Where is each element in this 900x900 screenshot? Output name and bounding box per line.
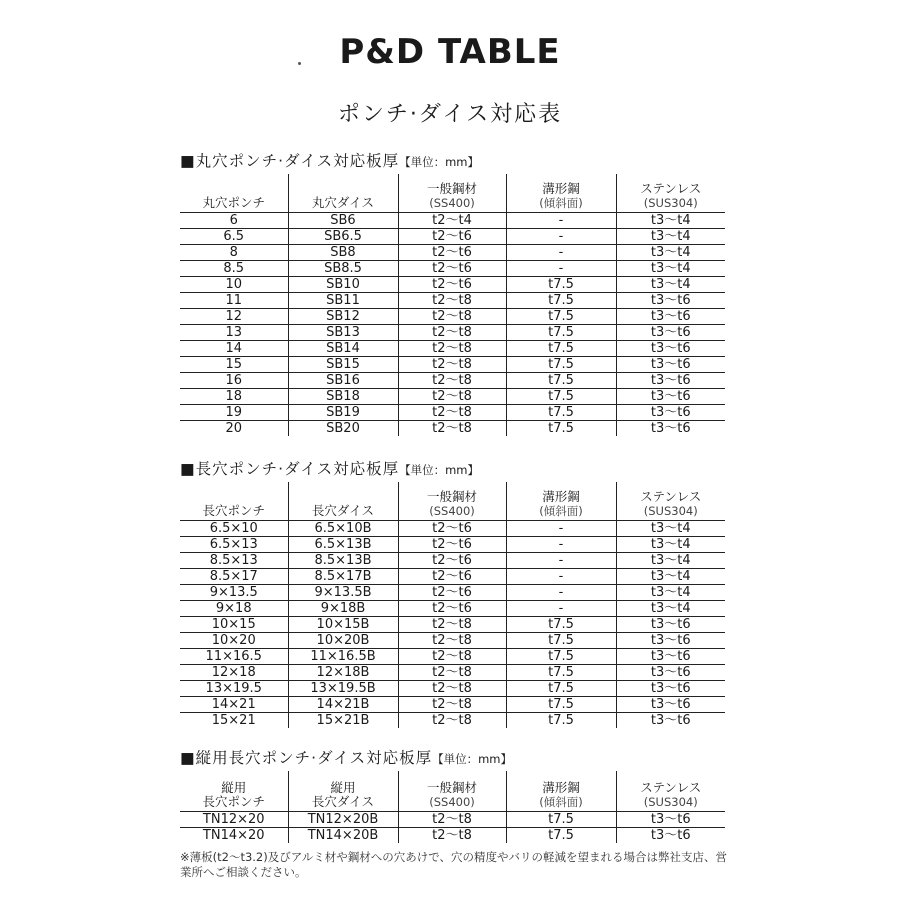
table-cell: - bbox=[506, 520, 616, 536]
column-header-line: (傾斜面) bbox=[539, 195, 583, 210]
table-row bbox=[180, 276, 725, 292]
table-cell: t2～t6 bbox=[398, 552, 506, 568]
table-row bbox=[180, 632, 725, 648]
table-cell: t3～t6 bbox=[616, 696, 725, 712]
table-cell: SB6 bbox=[288, 212, 398, 228]
table-cell: t2～t6 bbox=[398, 228, 506, 244]
table-cell: t2～t6 bbox=[398, 568, 506, 584]
table-cell: t3～t4 bbox=[616, 276, 725, 292]
table-cell: - bbox=[506, 244, 616, 260]
table-cell: t7.5 bbox=[506, 292, 616, 308]
table-cell: t3～t6 bbox=[616, 388, 725, 404]
table-cell: 9×18 bbox=[215, 600, 252, 616]
table-cell: t2～t6 bbox=[398, 584, 506, 600]
table-row bbox=[180, 552, 725, 568]
table-cell: t7.5 bbox=[506, 827, 616, 843]
table-cell: t3～t6 bbox=[616, 372, 725, 388]
table-cell: 15 bbox=[225, 356, 243, 372]
column-header-line: (SUS304) bbox=[643, 503, 698, 518]
table-cell: t3～t6 bbox=[616, 712, 725, 728]
section-heading bbox=[180, 456, 725, 482]
table-row bbox=[180, 292, 725, 308]
column-header bbox=[398, 174, 506, 212]
table-cell: t3～t6 bbox=[616, 680, 725, 696]
table-cell: - bbox=[506, 536, 616, 552]
column-header bbox=[506, 482, 616, 520]
table-cell: SB18 bbox=[288, 388, 398, 404]
table-cell: t2～t8 bbox=[398, 308, 506, 324]
column-header-line: 長穴ポンチ bbox=[202, 502, 265, 518]
table-cell: SB15 bbox=[288, 356, 398, 372]
table-cell: 9×18B bbox=[288, 600, 398, 616]
table-cell: t2～t8 bbox=[398, 340, 506, 356]
table-cell: t3～t4 bbox=[616, 260, 725, 276]
table-cell: t2～t8 bbox=[398, 648, 506, 664]
section-heading-text: ■丸穴ポンチ·ダイス対応板厚 bbox=[180, 152, 400, 170]
table-cell: 19 bbox=[225, 404, 243, 420]
table-cell: t2～t6 bbox=[398, 244, 506, 260]
table-row bbox=[180, 811, 725, 827]
table-cell: SB19 bbox=[288, 404, 398, 420]
column-header bbox=[616, 771, 725, 811]
table-cell: t3～t4 bbox=[616, 244, 725, 260]
table-cell: 8.5×13B bbox=[288, 552, 398, 568]
table-cell: - bbox=[506, 228, 616, 244]
long-hole-section bbox=[180, 456, 725, 728]
table-cell: SB8.5 bbox=[288, 260, 398, 276]
table-cell: 6.5×10 bbox=[209, 520, 258, 536]
table-cell: t3～t4 bbox=[616, 212, 725, 228]
column-header-line: (SUS304) bbox=[643, 195, 698, 210]
section-heading-text: ■長穴ポンチ·ダイス対応板厚 bbox=[180, 460, 400, 478]
table-cell: t2～t8 bbox=[398, 712, 506, 728]
section-heading-text: ■縦用長穴ポンチ·ダイス対応板厚 bbox=[180, 749, 433, 767]
column-header bbox=[288, 174, 398, 212]
table-row bbox=[180, 356, 725, 372]
table-cell: SB11 bbox=[288, 292, 398, 308]
table-cell: t3～t4 bbox=[616, 520, 725, 536]
table-cell: 18 bbox=[225, 388, 243, 404]
column-header bbox=[506, 174, 616, 212]
table-row bbox=[180, 648, 725, 664]
spec-table bbox=[180, 771, 725, 843]
table-cell: t2～t4 bbox=[398, 212, 506, 228]
table-cell: t2～t8 bbox=[398, 324, 506, 340]
table-row bbox=[180, 420, 725, 436]
column-header bbox=[506, 771, 616, 811]
table-cell: 11 bbox=[225, 292, 243, 308]
table-cell: t7.5 bbox=[506, 276, 616, 292]
spec-table bbox=[180, 482, 725, 728]
table-cell: 16 bbox=[225, 372, 243, 388]
column-header-line: ステンレス bbox=[640, 488, 702, 504]
table-row bbox=[180, 536, 725, 552]
table-cell: t3～t6 bbox=[616, 292, 725, 308]
column-header-line: (SS400) bbox=[429, 195, 475, 210]
table-cell: t3～t6 bbox=[616, 420, 725, 436]
table-cell: t2～t8 bbox=[398, 664, 506, 680]
section-heading bbox=[180, 148, 725, 174]
table-cell: 9×13.5 bbox=[209, 584, 258, 600]
table-cell: 13×19.5B bbox=[288, 680, 398, 696]
column-header-line: 丸穴ダイス bbox=[311, 194, 375, 210]
table-cell: - bbox=[506, 600, 616, 616]
column-header-line: 長穴ダイス bbox=[311, 793, 375, 809]
table-cell: 11×16.5 bbox=[205, 648, 262, 664]
table-cell: 12×18 bbox=[211, 664, 256, 680]
table-cell: t3～t6 bbox=[616, 827, 725, 843]
table-row bbox=[180, 308, 725, 324]
table-row bbox=[180, 212, 725, 228]
table-cell: t7.5 bbox=[506, 696, 616, 712]
table-cell: SB8 bbox=[288, 244, 398, 260]
column-header-line: (傾斜面) bbox=[539, 503, 583, 518]
column-header-line: 丸穴ポンチ bbox=[202, 194, 265, 210]
table-cell: 10×15B bbox=[288, 616, 398, 632]
column-header bbox=[180, 174, 288, 212]
column-header-line: 縦用 bbox=[221, 779, 247, 795]
table-cell: SB14 bbox=[288, 340, 398, 356]
table-cell: t7.5 bbox=[506, 372, 616, 388]
table-cell: 14 bbox=[225, 340, 243, 356]
table-row bbox=[180, 324, 725, 340]
column-header-line: 溝形鋼 bbox=[542, 779, 580, 795]
table-cell: 8.5×13 bbox=[209, 552, 258, 568]
vertical-long-hole-section bbox=[180, 745, 725, 843]
column-header-line: 縦用 bbox=[330, 779, 356, 795]
table-cell: t2～t8 bbox=[398, 696, 506, 712]
speck bbox=[298, 62, 301, 65]
column-header-line: 溝形鋼 bbox=[542, 488, 580, 504]
table-cell: - bbox=[506, 568, 616, 584]
table-row bbox=[180, 568, 725, 584]
table-row bbox=[180, 228, 725, 244]
table-cell: 8.5 bbox=[223, 260, 245, 276]
round-hole-section bbox=[180, 148, 725, 436]
table-cell: t3～t6 bbox=[616, 356, 725, 372]
table-row bbox=[180, 520, 725, 536]
table-row bbox=[180, 600, 725, 616]
table-cell: t2～t8 bbox=[398, 372, 506, 388]
table-cell: 20 bbox=[225, 420, 243, 436]
table-cell: t3～t6 bbox=[616, 648, 725, 664]
table-row bbox=[180, 712, 725, 728]
unit-label: 【単位：mm】 bbox=[399, 155, 480, 169]
table-cell: 13×19.5 bbox=[205, 680, 262, 696]
table-cell: t3～t6 bbox=[616, 404, 725, 420]
table-cell: t7.5 bbox=[506, 404, 616, 420]
table-row bbox=[180, 260, 725, 276]
table-cell: - bbox=[506, 260, 616, 276]
table-cell: t3～t6 bbox=[616, 811, 725, 827]
table-cell: 8.5×17B bbox=[288, 568, 398, 584]
table-cell: t7.5 bbox=[506, 632, 616, 648]
table-cell: t2～t8 bbox=[398, 632, 506, 648]
table-cell: 12 bbox=[225, 308, 243, 324]
table-cell: 6 bbox=[229, 212, 238, 228]
table-cell: 10×15 bbox=[211, 616, 256, 632]
column-header-line: 長穴ポンチ bbox=[202, 793, 265, 809]
table-cell: t2～t6 bbox=[398, 276, 506, 292]
column-header-line: (SUS304) bbox=[643, 794, 698, 809]
page-title: P&D TABLE bbox=[339, 32, 561, 72]
table-cell: t7.5 bbox=[506, 616, 616, 632]
table-cell: t3～t6 bbox=[616, 632, 725, 648]
table-cell: 6.5×13B bbox=[288, 536, 398, 552]
table-cell: t3～t4 bbox=[616, 600, 725, 616]
table-cell: TN12×20 bbox=[202, 811, 265, 827]
table-cell: t2～t6 bbox=[398, 536, 506, 552]
table-cell: t3～t4 bbox=[616, 568, 725, 584]
table-cell: 15×21B bbox=[288, 712, 398, 728]
table-row bbox=[180, 827, 725, 843]
table-cell: - bbox=[506, 584, 616, 600]
table-cell: t7.5 bbox=[506, 648, 616, 664]
column-header bbox=[616, 174, 725, 212]
table-cell: t2～t8 bbox=[398, 811, 506, 827]
table-row bbox=[180, 388, 725, 404]
table-cell: 14×21B bbox=[288, 696, 398, 712]
table-row bbox=[180, 584, 725, 600]
table-cell: TN14×20B bbox=[288, 827, 398, 843]
table-cell: t2～t8 bbox=[398, 827, 506, 843]
table-cell: 10×20B bbox=[288, 632, 398, 648]
column-header bbox=[398, 482, 506, 520]
column-header-line: (SS400) bbox=[429, 794, 475, 809]
table-row bbox=[180, 244, 725, 260]
table-cell: 15×21 bbox=[211, 712, 256, 728]
table-cell: SB20 bbox=[288, 420, 398, 436]
footnote: ※薄板(t2～t3.2)及びアルミ材や鋼材への穴あけで、穴の精度やバリの軽減を望まれる場合は弊社支店、営業所へご相談ください。 bbox=[180, 850, 728, 879]
table-cell: SB6.5 bbox=[288, 228, 398, 244]
column-header bbox=[180, 482, 288, 520]
table-cell: t7.5 bbox=[506, 356, 616, 372]
table-cell: t2～t6 bbox=[398, 520, 506, 536]
table-cell: t7.5 bbox=[506, 680, 616, 696]
column-header-line: 一般鋼材 bbox=[426, 180, 477, 196]
table-cell: 12×18B bbox=[288, 664, 398, 680]
table-cell: SB16 bbox=[288, 372, 398, 388]
table-row bbox=[180, 404, 725, 420]
table-cell: SB13 bbox=[288, 324, 398, 340]
table-cell: t3～t4 bbox=[616, 584, 725, 600]
unit-label: 【単位：mm】 bbox=[399, 463, 480, 477]
table-cell: t7.5 bbox=[506, 420, 616, 436]
column-header-line: ステンレス bbox=[640, 180, 702, 196]
table-cell: 6.5×13 bbox=[209, 536, 258, 552]
table-cell: t3～t4 bbox=[616, 536, 725, 552]
column-header bbox=[180, 771, 288, 811]
table-cell: 13 bbox=[225, 324, 243, 340]
spec-table bbox=[180, 174, 725, 436]
table-cell: t2～t6 bbox=[398, 600, 506, 616]
table-cell: t3～t6 bbox=[616, 664, 725, 680]
column-header-line: 長穴ダイス bbox=[311, 502, 375, 518]
table-cell: t7.5 bbox=[506, 340, 616, 356]
table-cell: 14×21 bbox=[211, 696, 256, 712]
table-cell: t3～t6 bbox=[616, 308, 725, 324]
table-row bbox=[180, 664, 725, 680]
page-subtitle: ポンチ·ダイス対応表 bbox=[337, 102, 563, 127]
table-cell: 10×20 bbox=[211, 632, 256, 648]
table-cell: t7.5 bbox=[506, 811, 616, 827]
table-cell: t7.5 bbox=[506, 324, 616, 340]
table-cell: t2～t8 bbox=[398, 404, 506, 420]
table-row bbox=[180, 680, 725, 696]
table-cell: 8.5×17 bbox=[209, 568, 258, 584]
table-cell: 6.5×10B bbox=[288, 520, 398, 536]
table-cell: t2～t8 bbox=[398, 420, 506, 436]
table-row bbox=[180, 372, 725, 388]
column-header-line: (傾斜面) bbox=[539, 794, 583, 809]
table-cell: 11×16.5B bbox=[288, 648, 398, 664]
table-cell: TN12×20B bbox=[288, 811, 398, 827]
table-cell: - bbox=[506, 212, 616, 228]
table-cell: t3～t6 bbox=[616, 340, 725, 356]
column-header bbox=[616, 482, 725, 520]
table-cell: 8 bbox=[229, 244, 238, 260]
table-cell: 10 bbox=[225, 276, 243, 292]
table-cell: t3～t4 bbox=[616, 552, 725, 568]
table-cell: t3～t4 bbox=[616, 228, 725, 244]
table-cell: t7.5 bbox=[506, 308, 616, 324]
table-cell: t7.5 bbox=[506, 388, 616, 404]
table-cell: 9×13.5B bbox=[288, 584, 398, 600]
column-header-line: 溝形鋼 bbox=[542, 180, 580, 196]
table-cell: t2～t6 bbox=[398, 260, 506, 276]
table-cell: t2～t8 bbox=[398, 356, 506, 372]
table-cell: t3～t6 bbox=[616, 616, 725, 632]
table-cell: t2～t8 bbox=[398, 680, 506, 696]
table-row bbox=[180, 696, 725, 712]
table-cell: t3～t6 bbox=[616, 324, 725, 340]
table-row bbox=[180, 340, 725, 356]
column-header bbox=[288, 482, 398, 520]
table-cell: TN14×20 bbox=[202, 827, 265, 843]
table-cell: t2～t8 bbox=[398, 616, 506, 632]
column-header bbox=[288, 771, 398, 811]
section-heading bbox=[180, 745, 725, 771]
table-cell: t2～t8 bbox=[398, 292, 506, 308]
column-header-line: ステンレス bbox=[640, 779, 702, 795]
table-cell: SB10 bbox=[288, 276, 398, 292]
table-cell: 6.5 bbox=[223, 228, 245, 244]
column-header-line: 一般鋼材 bbox=[426, 488, 477, 504]
table-cell: SB12 bbox=[288, 308, 398, 324]
column-header-line: 一般鋼材 bbox=[426, 779, 477, 795]
table-cell: t7.5 bbox=[506, 712, 616, 728]
column-header-line: (SS400) bbox=[429, 503, 475, 518]
unit-label: 【単位：mm】 bbox=[432, 752, 513, 766]
column-header bbox=[398, 771, 506, 811]
table-row bbox=[180, 616, 725, 632]
table-cell: - bbox=[506, 552, 616, 568]
table-cell: t2～t8 bbox=[398, 388, 506, 404]
table-cell: t7.5 bbox=[506, 664, 616, 680]
